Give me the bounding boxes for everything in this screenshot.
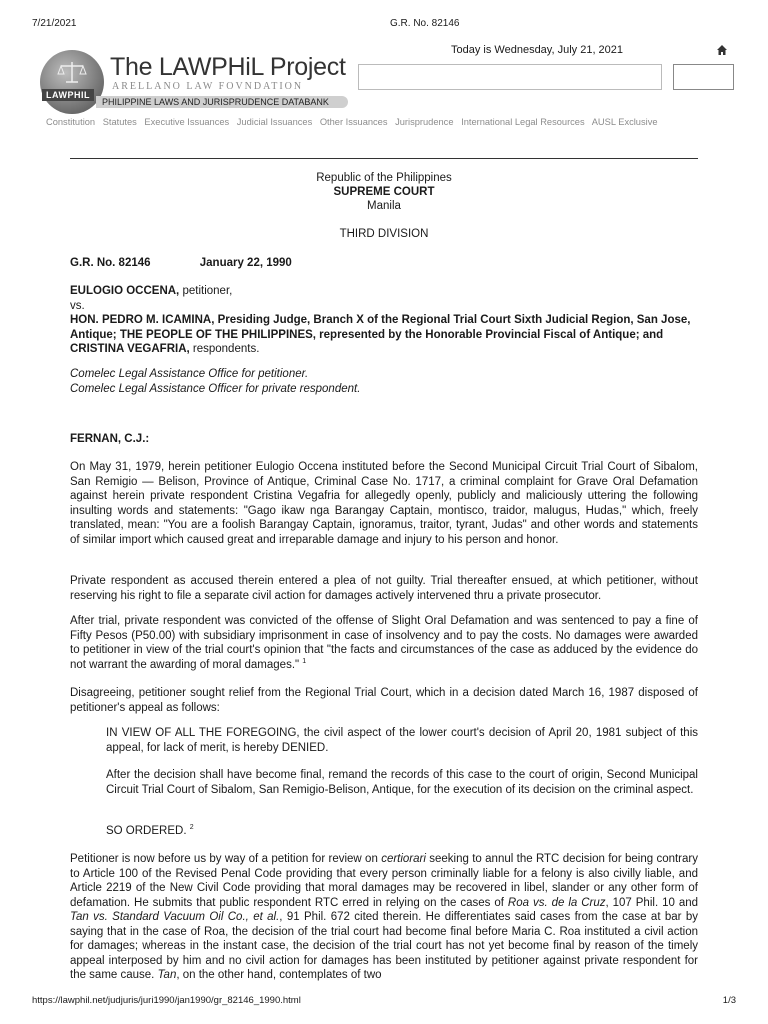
main-nav xyxy=(46,117,736,127)
paragraph-2: Private respondent as accused therein entered a plea of not guilty. Trial thereafter ensued, at which petitioner, without reserving his right to file a separate civil action for damages actively intervened thru a private prosecutor. xyxy=(70,575,698,602)
print-doc-title: G.R. No. 82146 xyxy=(390,18,460,29)
paragraph-3 xyxy=(70,614,698,672)
ponente xyxy=(70,432,698,447)
paragraph-3-text: After trial, private respondent was convicted of the offense of Slight Oral Defamation and was sentenced to pay a fine of Fifty Pesos (P50.00) with subsidiary imprisonment in case of insolvency and to pay the costs. No damages were awarded to petitioner in view of the trial court's opinion that "the facts and circumstances of the case as adduced by the evidence do not warrant the awarding of moral damages." xyxy=(70,615,698,671)
petitioner-name: EULOGIO OCCENA, xyxy=(70,285,180,297)
nav-jurisprudence[interactable]: Jurisprudence xyxy=(395,117,454,127)
counsel-respondent: Comelec Legal Assistance Officer for private respondent. xyxy=(70,382,361,395)
logo-emblem xyxy=(40,50,104,114)
nav-ausl-exclusive[interactable]: AUSL Exclusive xyxy=(591,117,658,127)
page-number: 1/3 xyxy=(722,995,736,1006)
p5-certiorari: certiorari xyxy=(381,853,426,865)
footnote-ref-1[interactable]: 1 xyxy=(302,657,307,665)
quote-1: IN VIEW OF ALL THE FOREGOING, the civil aspect of the lower court's decision of April 20, 1981 subject of this appeal, for lack of merit, is hereby DENIED. xyxy=(106,727,698,754)
print-footer xyxy=(32,995,736,1009)
nav-statutes[interactable]: Statutes xyxy=(102,117,137,127)
respondents-role: respondents. xyxy=(189,343,260,355)
case-parties xyxy=(70,284,698,357)
p5-text-e: , on the other hand, contemplates of two xyxy=(176,969,382,981)
case-number-line xyxy=(70,256,698,271)
p5-text-a: Petitioner is now before us by way of a petition for review on xyxy=(70,853,382,865)
case-date: January 22, 1990 xyxy=(199,257,292,269)
nav-executive-issuances[interactable]: Executive Issuances xyxy=(144,117,230,127)
today-date: Today is Wednesday, July 21, 2021 xyxy=(451,44,624,56)
nav-international-legal-resources[interactable]: International Legal Resources xyxy=(461,117,585,127)
logo-badge: LAWPHIL xyxy=(42,89,94,101)
site-title: The LAWPHiL Project xyxy=(110,53,346,81)
paragraph-5 xyxy=(70,852,698,983)
respondents: HON. PEDRO M. ICAMINA, Presiding Judge, Branch X of the Regional Trial Court Sixth Judicial Region, San Jose, Antique; THE PEOPLE OF THE PHILIPPINES, represented by the Honorable Provincial Fiscal of Antique; and CRISTINA VEGAFRIA, xyxy=(70,314,691,355)
footnote-ref-2[interactable]: 2 xyxy=(189,824,194,832)
print-date: 7/21/2021 xyxy=(32,18,77,29)
site-subtitle: ARELLANO LAW FOVNDATION xyxy=(112,81,304,92)
p5-tan: Tan xyxy=(157,969,177,981)
paragraph-1: On May 31, 1979, herein petitioner Eulogio Occena instituted before the Second Municipal Circuit Trial Court of Sibalom, San Remigio — Belison, Province of Antique, Criminal Case No. 1717, a criminal complaint for Grave Oral Defamation against herein private respondent Cristina Vegafria for allegedly openly, publicly and maliciously uttering the following insulting words and statements: "Gago ikaw nga Barangay Captain, montisco, traidor, malugus, Hudas," which, freely translated, mean: "You are a foolish Barangay Captain, ignoramus, traitor, tyrant, Judas" and other words and statements of similar import which caused great and irreparable damage and injury to his person and honor. xyxy=(70,461,698,546)
counsel xyxy=(70,367,698,396)
divider xyxy=(70,158,698,159)
page-url: https://lawphil.net/judjuris/juri1990/jan1990/gr_82146_1990.html xyxy=(32,995,301,1006)
court-name: SUPREME COURT xyxy=(333,186,435,198)
nav-judicial-issuances[interactable]: Judicial Issuances xyxy=(236,117,313,127)
quote-3 xyxy=(106,824,698,839)
paragraph-4: Disagreeing, petitioner sought relief from the Regional Trial Court, which in a decision dated March 16, 1987 disposed of petitioner's appeal as follows: xyxy=(70,687,698,714)
nav-constitution[interactable]: Constitution xyxy=(46,117,96,127)
republic-heading: Republic of the Philippines xyxy=(316,172,452,184)
site-tagline: PHILIPPINE LAWS AND JURISPRUDENCE DATABANK xyxy=(96,96,348,108)
case-number: G.R. No. 82146 xyxy=(70,257,151,269)
petitioner-role: petitioner, xyxy=(179,285,233,297)
p5-case-roa: Roa vs. de la Cruz xyxy=(507,896,606,909)
p5-case-tan: Tan vs. Standard Vacuum Oil Co., et al. xyxy=(70,911,280,923)
p5-text-d: , 91 Phil. 672 cited therein. He differentiates said cases from the case at bar by saying that in the case of Roa, the decision of the trial court had become final before Maria C. Roa instituted a civil action for damages; whereas in the instant case, the decision of the trial court has not yet become final by reason of the timely appeal interposed by him and no civil action for damages has been instituted by petitioner against private respondent for the same cause. xyxy=(70,911,698,981)
division-heading: THIRD DIVISION xyxy=(339,228,429,240)
quote-3-text: SO ORDERED. xyxy=(106,825,190,837)
p5-text-b: seeking to annul the RTC decision for being contrary to Article 100 of the Revised Penal Code providing that every person criminally liable for a felony is also civilly liable, and Article 2219 of the New Civil Code providing that moral damages may be recovered in libel, slander or any other form of defamation. He submits that public respondent RTC erred in relying on the cases of xyxy=(70,853,698,909)
ponente-name: FERNAN, C.J.: xyxy=(70,433,150,445)
home-icon[interactable] xyxy=(716,44,728,56)
p5-text-c: , 107 Phil. 10 and xyxy=(605,896,699,909)
quote-2: After the decision shall have become final, remand the records of this case to the court of origin, Second Municipal Circuit Trial Court of Sibalom, San Remigio-Belison, Antique, for the execution of its decision on the criminal aspect. xyxy=(106,769,698,796)
search-button[interactable] xyxy=(673,64,734,90)
court-city: Manila xyxy=(367,200,401,212)
counsel-petitioner: Comelec Legal Assistance Office for petitioner. xyxy=(70,368,309,380)
site-logo[interactable] xyxy=(40,50,352,114)
nav-other-issuances[interactable]: Other Issuances xyxy=(319,117,388,127)
print-header xyxy=(32,18,736,32)
scales-icon xyxy=(56,60,88,86)
search-input[interactable] xyxy=(358,64,662,90)
versus: vs. xyxy=(70,299,85,312)
